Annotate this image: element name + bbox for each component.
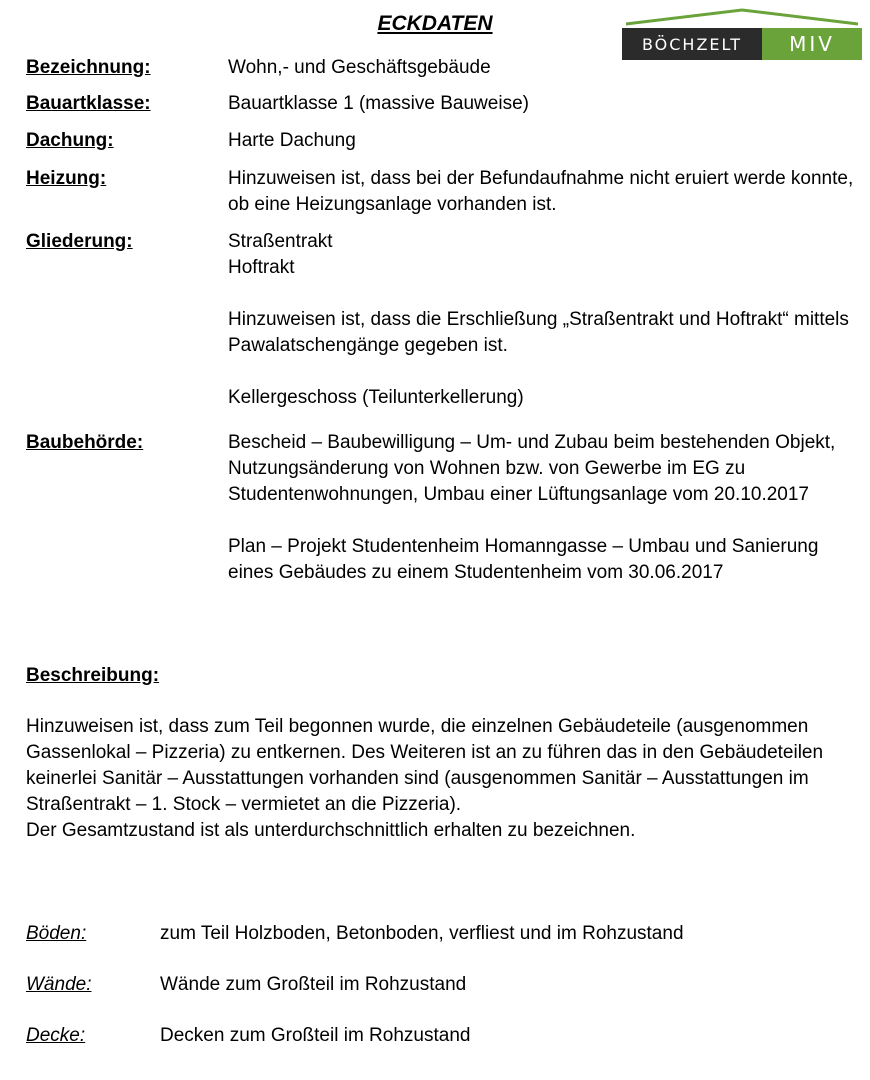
page-title: ECKDATEN <box>377 12 493 35</box>
row-value: Wohn,- und Geschäftsgebäude <box>228 57 491 78</box>
detail-label: Decke: <box>26 1025 86 1046</box>
row-label: Gliederung: <box>26 231 133 252</box>
detail-value: Decken zum Großteil im Rohzustand <box>160 1025 471 1046</box>
row-value: Hinzuweisen ist, dass die Erschließung „Straßentrakt und Hoftrakt“ mittels Pawalatschengänge gegeben ist. <box>228 309 849 356</box>
row-value: Harte Dachung <box>228 130 356 151</box>
row-label: Heizung: <box>26 168 107 189</box>
detail-label: Böden: <box>26 923 87 944</box>
beschreibung-text <box>26 714 856 844</box>
row-label: Baubehörde: <box>26 432 144 453</box>
row-value: Hoftrakt <box>228 257 295 278</box>
row-value: Kellergeschoss (Teilunterkellerung) <box>228 387 524 408</box>
beschreibung-paragraph: Hinzuweisen ist, dass zum Teil begonnen wurde, die einzelnen Gebäudeteile (ausgenommen Gassenlokal – Pizzeria) zu entkernen. Des Weiteren ist an zu führen das in den Gebäudeteilen keinerlei Sanitär – Ausstattungen vorhanden sind (ausgenommen Sanitär – Ausstattungen im Straßentrakt – 1. Stock – vermietet an die Pizzeria). <box>26 716 824 815</box>
row-label: Dachung: <box>26 130 114 151</box>
company-logo <box>622 6 862 56</box>
row-value: Hinzuweisen ist, dass bei der Befundaufnahme nicht eruiert werde konnte, ob eine Heizungsanlage vorhanden ist. <box>228 168 854 215</box>
detail-label: Wände: <box>26 974 92 995</box>
detail-value: zum Teil Holzboden, Betonboden, verfliest und im Rohzustand <box>160 923 684 944</box>
row-value: Bauartklasse 1 (massive Bauweise) <box>228 93 529 114</box>
row-value: Straßentrakt <box>228 231 333 252</box>
logo-left-text: BÖCHZELT <box>622 28 762 60</box>
detail-value: Wände zum Großteil im Rohzustand <box>160 974 467 995</box>
logo-right-text: MIV <box>762 28 862 60</box>
row-value: Plan – Projekt Studentenheim Homanngasse – Umbau und Sanierung eines Gebäudes zu einem Studentenheim vom 30.06.2017 <box>228 536 819 583</box>
roof-icon <box>622 6 862 28</box>
beschreibung-paragraph: Der Gesamtzustand ist als unterdurchschnittlich erhalten zu bezeichnen. <box>26 820 636 841</box>
row-label: Bauartklasse: <box>26 93 151 114</box>
row-label: Bezeichnung: <box>26 57 151 78</box>
row-value: Bescheid – Baubewilligung – Um- und Zubau beim bestehenden Objekt, Nutzungsänderung von Wohnen bzw. von Gewerbe im EG zu Studentenwohnungen, Umbau einer Lüftungsanlage vom 20.10.2017 <box>228 432 836 505</box>
section-title-beschreibung: Beschreibung: <box>26 665 160 686</box>
